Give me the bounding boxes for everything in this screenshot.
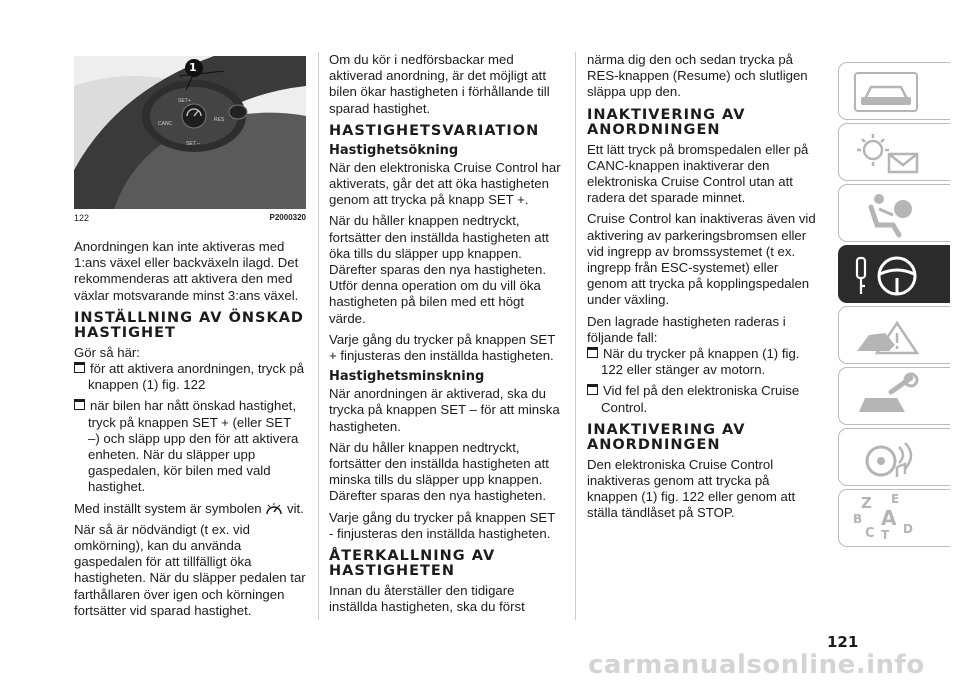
- bullet-button-or-engine: När du trycker på knappen (1) fig. 122 eller stänger av motorn.: [587, 346, 819, 378]
- decrease-paragraph-1: När anordningen är aktiverad, ska du trycka på knappen SET – för att minska hastigheten.: [329, 386, 560, 434]
- column-left: [74, 56, 306, 624]
- button-label-set-plus: SET+: [178, 98, 191, 104]
- decrease-paragraph-3: Varje gång du trycker på knappen SET - finjusteras den inställda hastigheten.: [329, 509, 556, 541]
- figure-code: P2000320: [269, 213, 306, 222]
- tab-airbag-seat[interactable]: [838, 184, 950, 242]
- recall-paragraph: Innan du återställer den tidigare inställda hastigheten, ska du först: [329, 583, 525, 615]
- multimedia-icon: [849, 433, 929, 483]
- callout-number: 1: [189, 61, 197, 74]
- deactivate-paragraph-2: Cruise Control kan inaktiveras även vid aktivering av parkeringsbromsen eller vid ingrepp av bromssystemet (t ex. ingrepp från ESC-systemet) eller genom att trycka på kopplingspedalen under växling.: [587, 211, 816, 308]
- chapter-tabs: [838, 62, 950, 550]
- intro-paragraph: Anordningen kan inte aktiveras med 1:ans växel eller backväxeln ilagd. Det rekommenderas att aktivera den med växlar motsvarande minst 3:ans växel.: [74, 239, 299, 303]
- deactivate-paragraph-3: Den lagrade hastigheten raderas i följande fall:: [587, 313, 786, 345]
- index-letter: Z: [861, 494, 872, 512]
- index-letter: T: [881, 528, 890, 542]
- index-letter: E: [891, 492, 900, 506]
- tab-warning-lights[interactable]: [838, 123, 950, 181]
- symbol-text-post: vit.: [286, 500, 304, 516]
- index-letter: C: [865, 526, 875, 541]
- column-divider-2: [575, 52, 576, 620]
- heading-aterkallning: ÅTERKALLNING AV HASTIGHETEN: [329, 548, 496, 580]
- airbag-seat-icon: [849, 189, 929, 239]
- figure-number: 122: [74, 213, 90, 223]
- index-letter: B: [853, 512, 863, 526]
- index-letter: A: [881, 506, 897, 530]
- column-middle: [329, 52, 561, 620]
- heading-hastighetsvariation: HASTIGHETSVARIATION: [329, 122, 540, 139]
- increase-paragraph-3: Varje gång du trycker på knappen SET + finjusteras den inställda hastigheten.: [329, 331, 556, 364]
- watermark-text: carmanualsonline.info: [588, 650, 925, 680]
- overtaking-paragraph: När så är nödvändigt (t ex. vid omkörning), kan du använda gaspedalen för att tillfälligt öka hastigheten. När du släpper pedalen tar farthållaren över igen och körningen fortsätter vid sparad hastighet.: [74, 521, 306, 618]
- steering-wheel-figure: [74, 56, 306, 209]
- deactivate-paragraph-4: Den elektroniska Cruise Control inaktiveras genom att trycka på knappen (1) fig. 122 eller genom att ställa tändlåset på STOP.: [587, 456, 796, 521]
- gor-sa-har: Gör så här:: [74, 344, 140, 360]
- steering-key-icon: [849, 250, 929, 300]
- column-right: [587, 52, 819, 527]
- warning-lights-icon: [849, 128, 929, 178]
- page-number: 121: [827, 633, 859, 651]
- index-letters-icon: [853, 492, 923, 546]
- cruise-control-symbol-icon: [265, 502, 283, 517]
- symbol-text-pre: Med inställt system är symbolen: [74, 500, 262, 516]
- button-label-res: RES: [214, 117, 225, 123]
- heading-inaktivering-2: INAKTIVERING AV ANORDNINGEN: [587, 421, 746, 453]
- crash-icon: [849, 311, 929, 361]
- figure-caption: [74, 212, 306, 224]
- tab-multimedia[interactable]: [838, 428, 950, 486]
- bullet-fault: Vid fel på den elektroniska Cruise Control.: [587, 383, 819, 415]
- bullet-activate: för att aktivera anordningen, tryck på knappen (1) fig. 122: [74, 361, 306, 393]
- tab-steering-key[interactable]: [838, 245, 950, 303]
- increase-paragraph-1: När den elektroniska Cruise Control har aktiverats, går det att öka hastigheten genom att trycka på knapp SET +.: [329, 159, 561, 208]
- deactivate-paragraph-1: Ett lätt tryck på bromspedalen eller på CANC-knappen inaktiverar den elektroniska Cruise Control utan att radera det sparade minnet.: [587, 141, 809, 206]
- heading-hastighetsokning: Hastighetsökning: [329, 142, 459, 158]
- steering-wheel-illustration: [74, 56, 306, 209]
- symbol-paragraph: [74, 501, 306, 517]
- heading-hastighetsminskning: Hastighetsminskning: [329, 369, 485, 385]
- button-label-canc: CANC: [158, 121, 173, 127]
- tab-index[interactable]: [838, 489, 950, 547]
- wrench-car-icon: [849, 372, 929, 422]
- tab-wrench-car[interactable]: [838, 367, 950, 425]
- index-letter: D: [903, 522, 913, 536]
- recall-continued-paragraph: närma dig den och sedan trycka på RES-knappen (Resume) och slutligen släppa upp den.: [587, 52, 808, 100]
- column-divider-1: [318, 52, 319, 620]
- car-icon: [849, 67, 929, 117]
- tab-car[interactable]: [838, 62, 950, 120]
- tab-crash[interactable]: [838, 306, 950, 364]
- bullet-set-speed: när bilen har nått önskad hastighet, tryck på knappen SET + (eller SET –) och släpp upp den för att aktivera enheten. När du släpper upp gaspedalen, kör bilen med vald hastighet.: [74, 398, 306, 495]
- button-label-set-minus: SET –: [186, 141, 200, 147]
- heading-onskad-hastighet: INSTÄLLNING AV ÖNSKAD HASTIGHET: [74, 309, 304, 341]
- increase-paragraph-2: När du håller knappen nedtryckt, fortsätter den inställda hastigheten att öka tills du släpper upp knappen. Därefter sparas den nya hastigheten. Utför denna operation om du vill öka hastigheten på bilen med ett högt värde.: [329, 213, 549, 326]
- decrease-paragraph-2: När du håller knappen nedtryckt, fortsätter den inställda hastigheten att minska tills du släpper upp knappen. Därefter sparas den nya hastigheten.: [329, 439, 549, 504]
- downhill-paragraph: Om du kör i nedförsbackar med aktiverad anordning, är det möjligt att bilen ökar hastigheten i förhållande till sparad hastighet.: [329, 52, 550, 116]
- heading-inaktivering-1: INAKTIVERING AV ANORDNINGEN: [587, 106, 746, 138]
